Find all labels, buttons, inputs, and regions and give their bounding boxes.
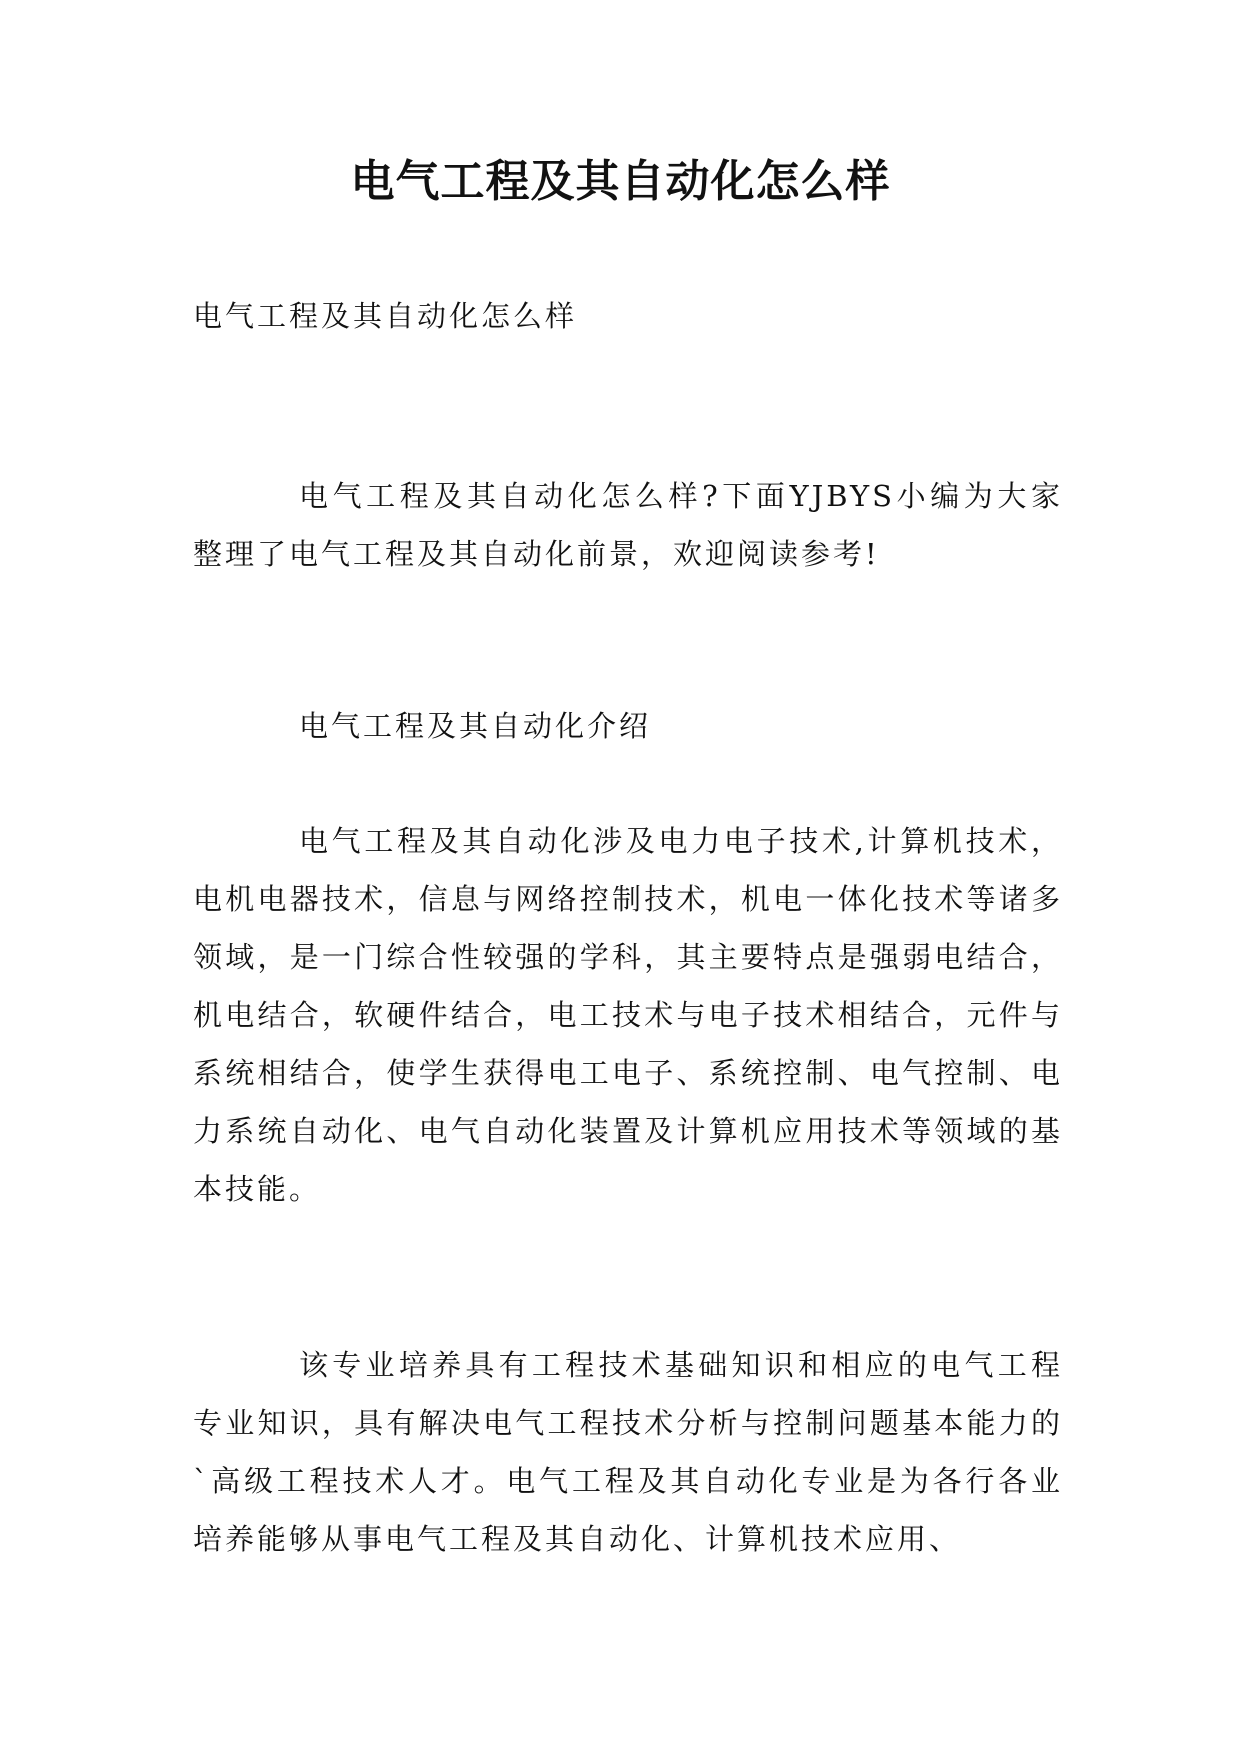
intro-paragraph: 电气工程及其自动化怎么样?下面YJBYS小编为大家整理了电气工程及其自动化前景，欢迎阅读参考! xyxy=(193,479,1063,571)
document-title: 电气工程及其自动化怎么样 xyxy=(350,156,891,207)
section-heading: 电气工程及其自动化介绍 xyxy=(299,709,652,743)
body-paragraph: 该专业培养具有工程技术基础知识和相应的电气工程专业知识，具有解决电气工程技术分析与控制问题基本能力的`高级工程技术人才。电气工程及其自动化专业是为各行各业培养能够从事电气工程及其自动化、计算机技术应用、 xyxy=(193,1348,1063,1556)
document-subtitle: 电气工程及其自动化怎么样 xyxy=(193,299,578,333)
body-paragraph: 电气工程及其自动化涉及电力电子技术,计算机技术，电机电器技术，信息与网络控制技术，机电一体化技术等诸多领域，是一门综合性较强的学科，其主要特点是强弱电结合，机电结合，软硬件结合，电工技术与电子技术相结合，元件与系统相结合，使学生获得电工电子、系统控制、电气控制、电力系统自动化、电气自动化装置及计算机应用技术等领域的基本技能。 xyxy=(193,824,1063,1206)
